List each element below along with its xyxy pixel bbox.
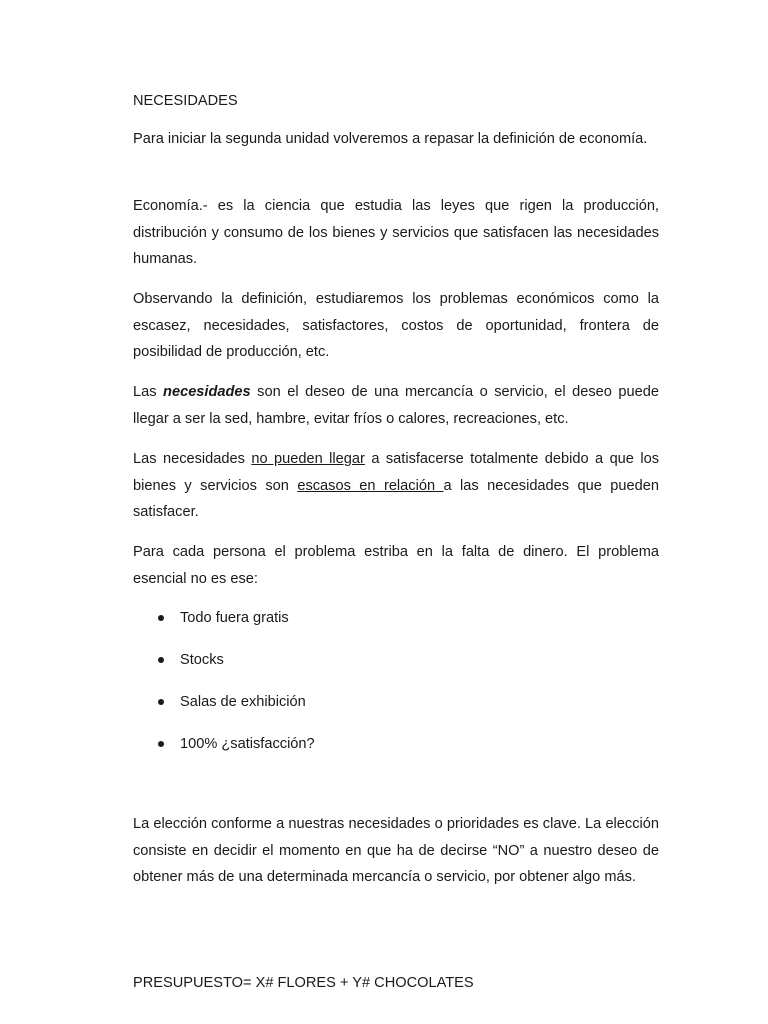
list-item (133, 646, 659, 688)
p5-part2: a satisfacerse totalmente debido a que los bienes y servicios son (133, 451, 660, 494)
p5-underline-1: no pueden llegar (251, 451, 365, 467)
p4-before: Las (133, 384, 164, 400)
paragraph-eleccion: La elección conforme a nuestras necesidades o prioridades es clave. La elección consiste en decidir el momento en que ha de decirse “NO” a nuestro deseo de obtener más de una determinada mercancía o servicio, por obtener algo más. (133, 816, 659, 885)
bullet-dot-icon (158, 615, 164, 621)
bullet-dot-icon (158, 657, 164, 663)
paragraph-intro: Para iniciar la segunda unidad volveremos a repasar la definición de economía. (133, 131, 648, 147)
paragraph-escasez (133, 446, 659, 526)
list-item (133, 604, 659, 646)
p4-after: son el deseo de una mercancía o servicio, el deseo puede llegar a ser la sed, hambre, evitar fríos o calores, recreaciones, etc. (133, 384, 659, 427)
bullet-dot-icon (158, 699, 164, 705)
p5-part1: Las necesidades (133, 451, 252, 467)
list-item (133, 688, 659, 730)
p5-underline-2: escasos en relación (297, 477, 444, 494)
paragraph-observando: Observando la definición, estudiaremos los problemas económicos como la escasez, necesidades, satisfactores, costos de oportunidad, frontera de posibilidad de producción, etc. (133, 291, 659, 360)
document-page (133, 0, 659, 1024)
list-item-label: 100% ¿satisfacción? (180, 736, 315, 752)
budget-formula: PRESUPUESTO= X# FLORES + Y# CHOCOLATES (133, 975, 474, 991)
bullet-list (133, 604, 659, 772)
list-item-label: Stocks (180, 652, 224, 668)
p4-bold-term: necesidades (163, 384, 251, 400)
paragraph-necesidades-definition (133, 379, 659, 432)
list-item (133, 730, 659, 772)
list-item-label: Salas de exhibición (180, 694, 306, 710)
document-heading: NECESIDADES (133, 93, 238, 109)
paragraph-problema: Para cada persona el problema estriba en la falta de dinero. El problema esencial no es ese: (133, 544, 659, 587)
list-item-label: Todo fuera gratis (180, 610, 289, 626)
bullet-dot-icon (158, 741, 164, 747)
p5-part3: a las necesidades que pueden satisfacer. (133, 477, 659, 520)
paragraph-economia-definition: Economía.- es la ciencia que estudia las leyes que rigen la producción, distribución y consumo de los bienes y servicios que satisfacen las necesidades humanas. (133, 198, 659, 267)
